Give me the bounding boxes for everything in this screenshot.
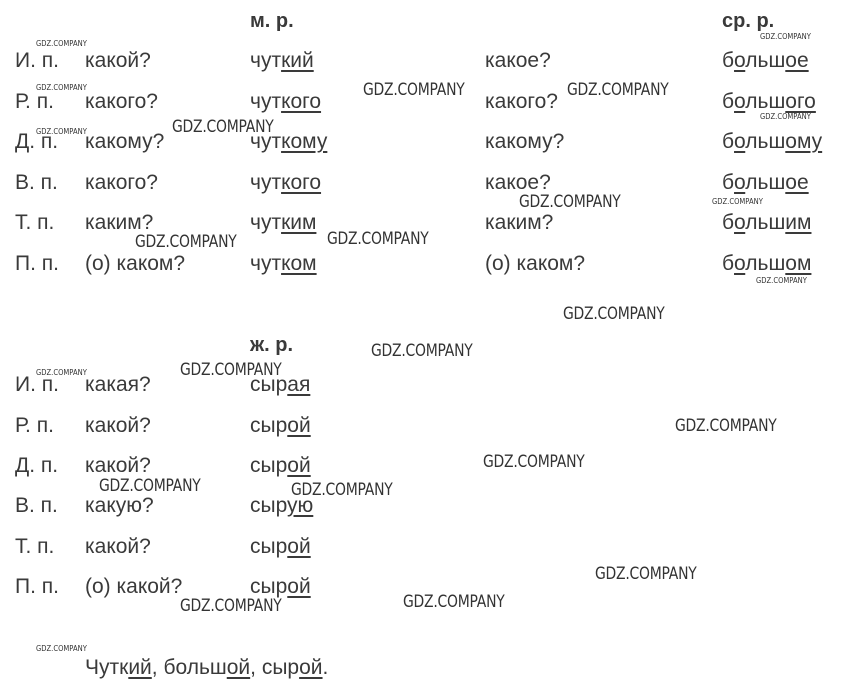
adjective-neuter <box>722 171 809 195</box>
adjective-neuter <box>722 49 809 73</box>
case-label: В. п. <box>15 494 58 517</box>
watermark: GDZ.COMPANY <box>172 117 274 137</box>
case-question: какая? <box>85 373 151 396</box>
word-part: льш <box>745 130 786 153</box>
case-question-neuter: (о) каком? <box>485 252 586 275</box>
word-part: б <box>722 49 735 72</box>
word-part: чут <box>250 130 282 153</box>
watermark: GDZ.COMPANY <box>563 304 665 324</box>
watermark: GDZ.COMPANY <box>180 360 282 380</box>
watermark-small: GDZ.COMPANY <box>36 83 87 92</box>
watermark: GDZ.COMPANY <box>567 80 669 100</box>
watermark-small: GDZ.COMPANY <box>36 127 87 136</box>
adjective-neuter <box>722 252 811 276</box>
watermark: GDZ.COMPANY <box>371 341 473 361</box>
watermark-small: GDZ.COMPANY <box>712 197 763 206</box>
watermark-small: GDZ.COMPANY <box>36 368 87 377</box>
underlined-ending: о <box>734 49 746 72</box>
underlined-ending: ое <box>785 171 809 194</box>
case-question-neuter: какого? <box>485 90 558 113</box>
case-question: какой? <box>85 535 151 558</box>
case-question: какого? <box>85 90 158 113</box>
word-part: сыр <box>250 373 288 396</box>
underlined-ending: кого <box>281 90 322 113</box>
case-label: П. п. <box>15 575 59 598</box>
watermark: GDZ.COMPANY <box>99 476 201 496</box>
adjective-masculine <box>250 252 317 276</box>
adjective-masculine <box>250 211 316 235</box>
case-question: какой? <box>85 454 151 477</box>
underlined-ending: ую <box>287 494 314 517</box>
case-label: Д. п. <box>15 454 59 477</box>
watermark: GDZ.COMPANY <box>291 480 393 500</box>
word-part: б <box>722 211 735 234</box>
underlined-ending: ой <box>226 656 251 679</box>
watermark: GDZ.COMPANY <box>135 232 237 252</box>
word-part: сыр <box>250 414 288 437</box>
underlined-ending: ком <box>281 252 317 275</box>
underlined-ending: кий <box>281 49 314 72</box>
word-part: чут <box>250 211 282 234</box>
header-masculine: м. р. <box>250 10 294 32</box>
word-part: б <box>722 252 735 275</box>
case-question: какого? <box>85 171 158 194</box>
adjective-neuter <box>722 130 822 154</box>
final-sentence <box>85 656 328 680</box>
underlined-ending: ое <box>785 49 809 72</box>
case-question: какую? <box>85 494 154 517</box>
underlined-ending: ким <box>281 211 317 234</box>
watermark-small: GDZ.COMPANY <box>760 112 811 121</box>
case-question: какой? <box>85 414 151 437</box>
watermark: GDZ.COMPANY <box>483 452 585 472</box>
case-label: В. п. <box>15 171 58 194</box>
word-part: сыр <box>250 454 288 477</box>
adjective-neuter <box>722 211 811 235</box>
watermark-small: GDZ.COMPANY <box>36 39 87 48</box>
watermark: GDZ.COMPANY <box>595 564 697 584</box>
word-part: б <box>722 171 735 194</box>
word-part: чут <box>250 90 282 113</box>
case-question: каким? <box>85 211 154 234</box>
case-label: Д. п. <box>15 130 59 153</box>
word-part: б <box>722 130 735 153</box>
case-label: П. п. <box>15 252 59 275</box>
adjective-feminine <box>250 454 311 478</box>
case-question: (о) какой? <box>85 575 183 598</box>
case-label: И. п. <box>15 49 59 72</box>
case-label: Р. п. <box>15 90 54 113</box>
underlined-ending: ой <box>287 454 311 477</box>
adjective-masculine <box>250 49 314 73</box>
word-part: . <box>322 656 329 679</box>
underlined-ending: о <box>734 130 746 153</box>
word-part: чут <box>250 252 282 275</box>
underlined-ending: им <box>785 211 812 234</box>
watermark: GDZ.COMPANY <box>363 80 465 100</box>
watermark: GDZ.COMPANY <box>403 592 505 612</box>
adjective-masculine <box>250 90 321 114</box>
underlined-ending: кому <box>281 130 328 153</box>
watermark-small: GDZ.COMPANY <box>36 644 87 653</box>
underlined-ending: о <box>734 171 746 194</box>
word-part: , больш <box>151 656 227 679</box>
underlined-ending: ой <box>287 414 311 437</box>
header-feminine: ж. р. <box>250 334 294 356</box>
underlined-ending: ой <box>287 535 311 558</box>
underlined-ending: ий <box>128 656 152 679</box>
word-part: чут <box>250 171 282 194</box>
word-part: сыр <box>250 575 288 598</box>
watermark: GDZ.COMPANY <box>327 229 429 249</box>
case-question: (о) каком? <box>85 252 186 275</box>
case-question: какой? <box>85 49 151 72</box>
word-part: льш <box>745 49 786 72</box>
watermark-small: GDZ.COMPANY <box>760 32 811 41</box>
word-part: чут <box>250 49 282 72</box>
underlined-ending: ой <box>287 575 311 598</box>
underlined-ending: кого <box>281 171 322 194</box>
case-label: И. п. <box>15 373 59 396</box>
watermark: GDZ.COMPANY <box>675 416 777 436</box>
case-label: Т. п. <box>15 535 55 558</box>
adjective-feminine <box>250 414 311 438</box>
adjective-neuter <box>722 90 816 114</box>
word-part: Чутк <box>85 656 129 679</box>
case-question-neuter: какому? <box>485 130 565 153</box>
word-part: льш <box>745 211 786 234</box>
adjective-masculine <box>250 171 321 195</box>
word-part: сыр <box>250 494 288 517</box>
underlined-ending: ая <box>287 373 311 396</box>
underlined-ending: о <box>734 211 746 234</box>
word-part: сыр <box>250 535 288 558</box>
word-part: льш <box>745 90 786 113</box>
underlined-ending: ого <box>785 90 816 113</box>
watermark: GDZ.COMPANY <box>519 192 621 212</box>
case-question-neuter: какое? <box>485 49 551 72</box>
underlined-ending: о <box>734 90 746 113</box>
case-question-neuter: какое? <box>485 171 551 194</box>
underlined-ending: ой <box>299 656 323 679</box>
word-part: льш <box>745 171 786 194</box>
underlined-ending: о <box>734 252 746 275</box>
watermark-small: GDZ.COMPANY <box>756 276 807 285</box>
underlined-ending: ом <box>785 252 812 275</box>
header-neuter: ср. р. <box>722 10 775 32</box>
case-label: Р. п. <box>15 414 54 437</box>
word-part: , сыр <box>250 656 300 679</box>
underlined-ending: ому <box>785 130 823 153</box>
case-question: какому? <box>85 130 165 153</box>
adjective-feminine <box>250 535 311 559</box>
case-question-neuter: каким? <box>485 211 554 234</box>
word-part: льш <box>745 252 786 275</box>
watermark: GDZ.COMPANY <box>180 596 282 616</box>
case-label: Т. п. <box>15 211 55 234</box>
word-part: б <box>722 90 735 113</box>
